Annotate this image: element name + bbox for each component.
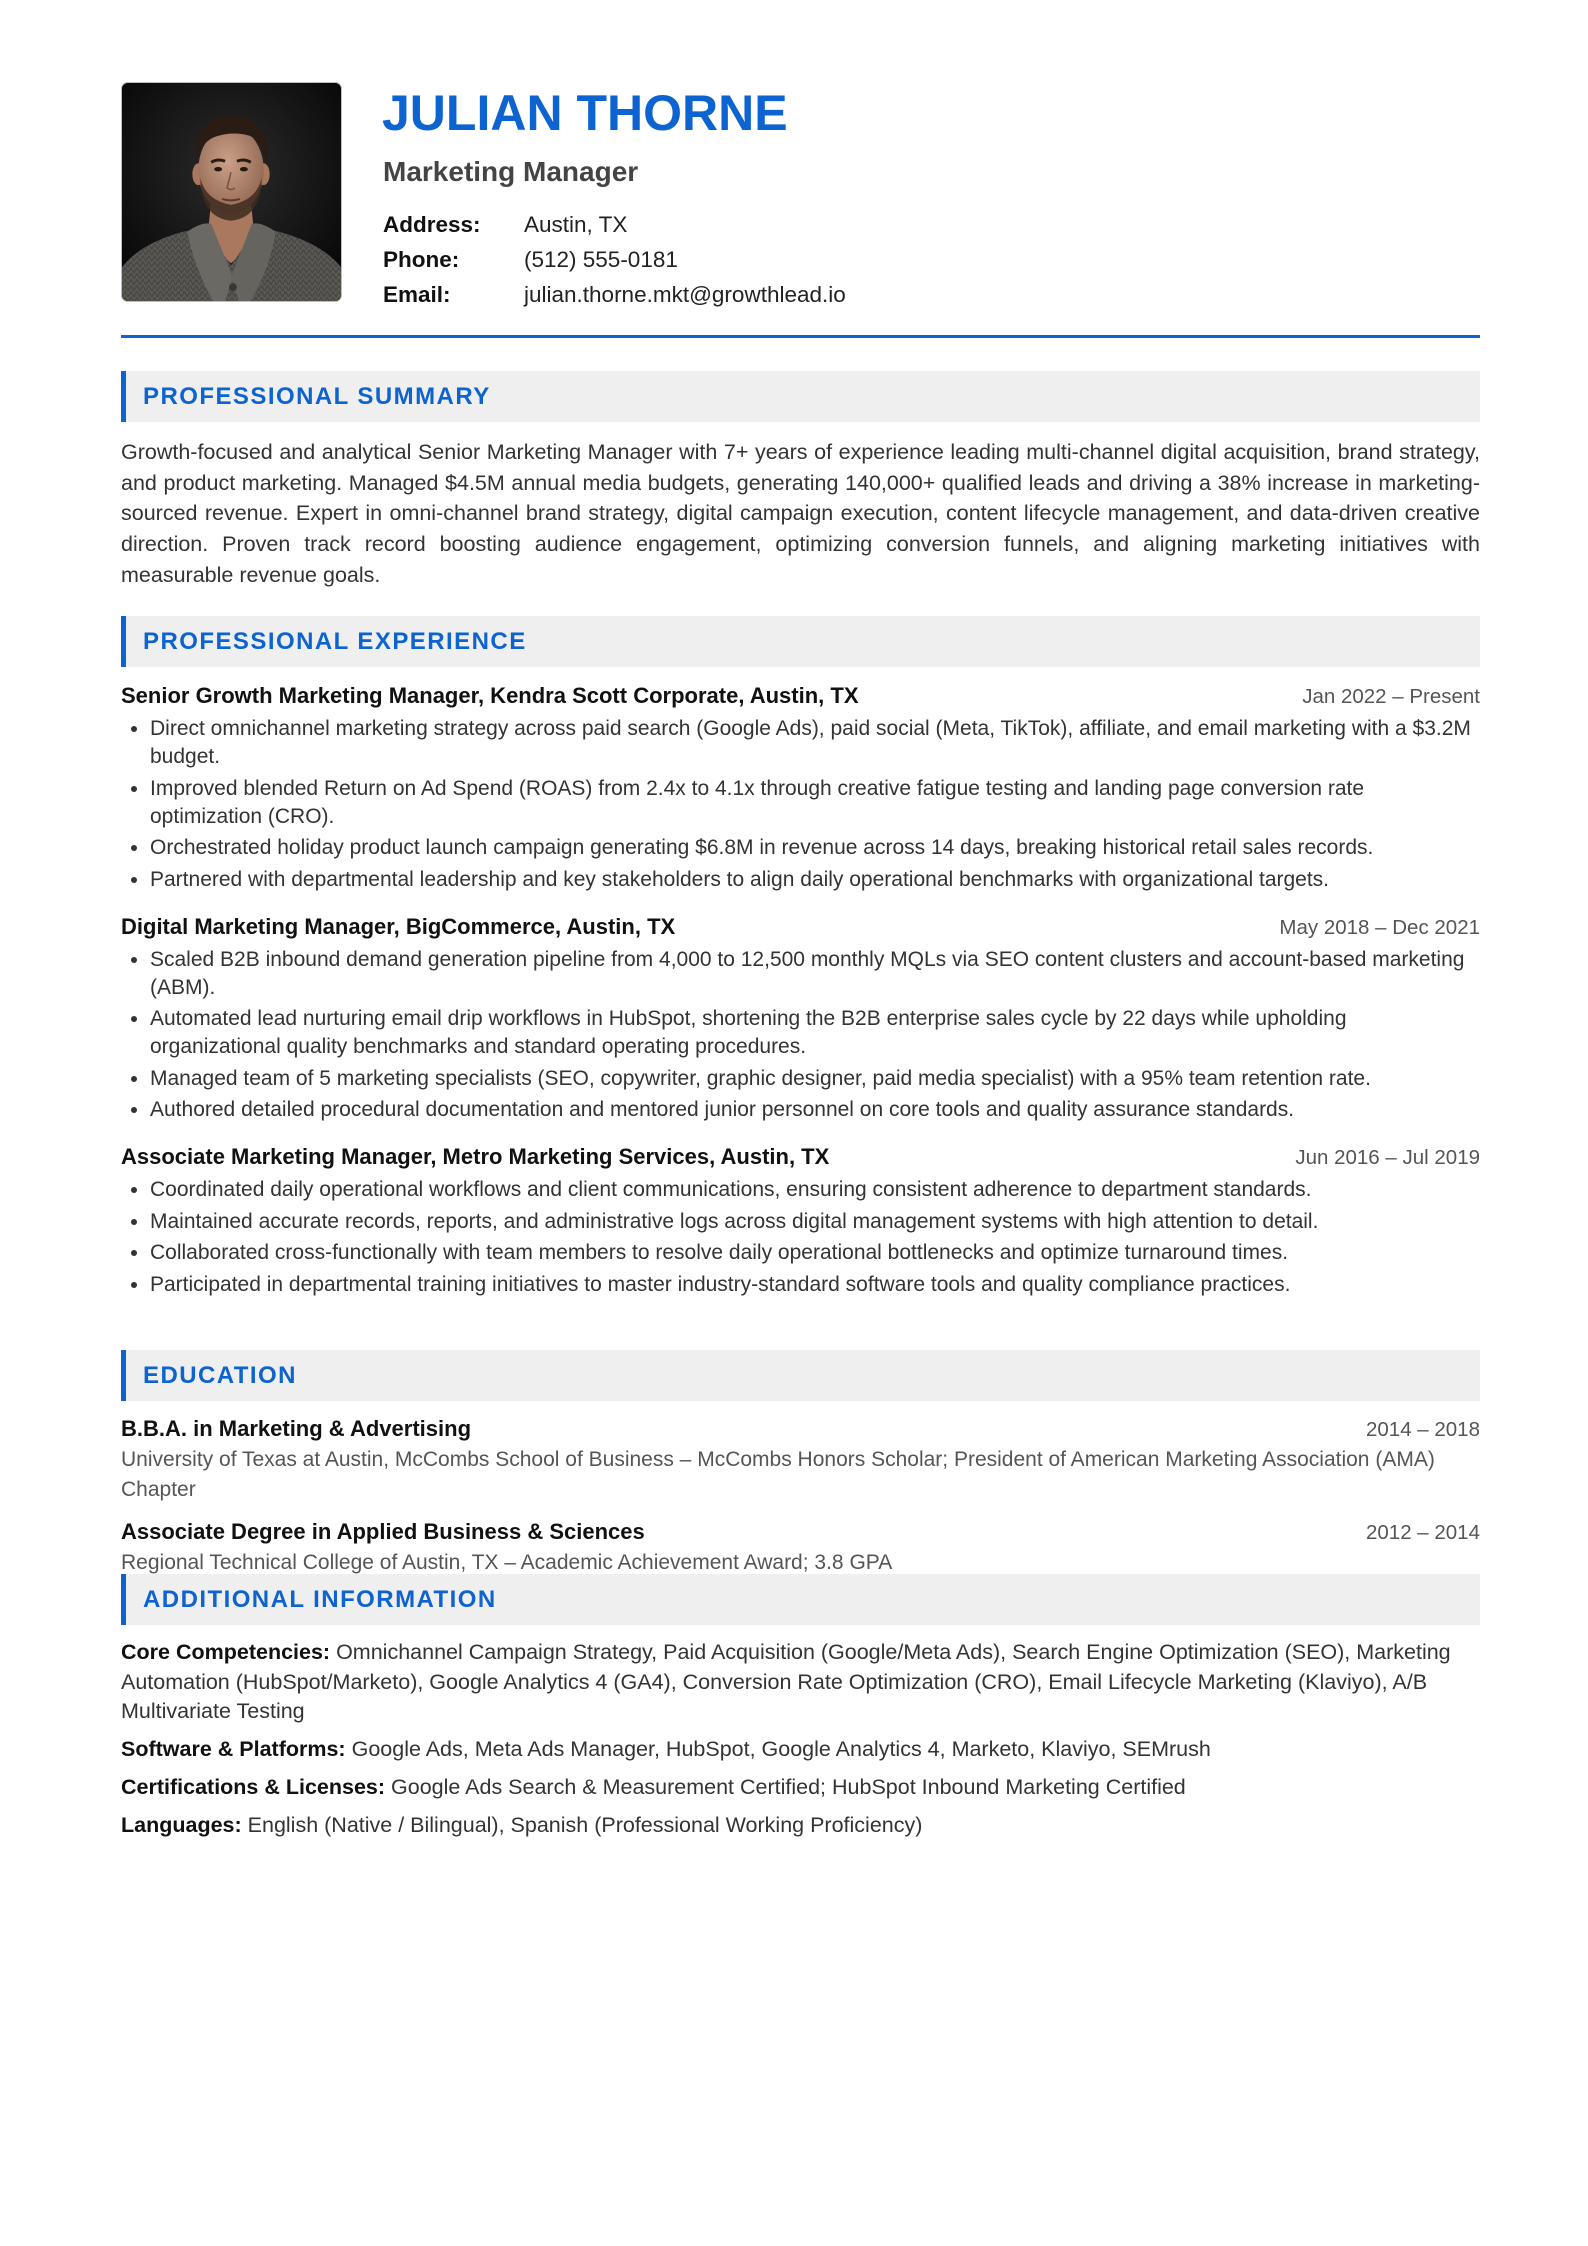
additional-info-label: Languages:: [121, 1813, 242, 1837]
job-bullet: • Coordinated daily operational workflows and client communications, ensuring consistent adherence to department standards.: [150, 1176, 1480, 1204]
job-entry: [121, 681, 1480, 894]
education-detail: University of Texas at Austin, McCombs School of Business – McCombs Honors Scholar; President of American Marketing Association (AMA) Chapter: [121, 1448, 1435, 1501]
contact-value: Austin, TX: [524, 212, 628, 237]
job-entry: [121, 1142, 1480, 1299]
profile-photo-image: [122, 83, 341, 301]
summary-section: [121, 371, 1480, 591]
job-bullet: • Partnered with departmental leadership and key stakeholders to align daily operational benchmarks with organizational targets.: [150, 866, 1480, 894]
job-dates: Jan 2022 – Present: [1302, 685, 1480, 708]
additional-info-value: Google Ads Search & Measurement Certified; HubSpot Inbound Marketing Certified: [391, 1775, 1186, 1799]
job-entry: [121, 912, 1480, 1125]
education-entry: [121, 1414, 1480, 1505]
job-title: Digital Marketing Manager, BigCommerce, Austin, TX: [121, 913, 676, 939]
job-dates: May 2018 – Dec 2021: [1279, 915, 1480, 939]
contact-phone: [383, 242, 846, 277]
contact-label: Phone:: [383, 247, 460, 272]
education-header: [121, 1517, 1480, 1548]
additional-info-section: [121, 1574, 1480, 1849]
job-bullet: • Scaled B2B inbound demand generation pipeline from 4,000 to 12,500 monthly MQLs via SEO content clusters and account-based marketing (ABM).: [150, 946, 1480, 1002]
candidate-headline: Marketing Manager: [383, 156, 639, 187]
additional-info-item: [121, 1638, 1480, 1727]
job-title: Senior Growth Marketing Manager, Kendra Scott Corporate, Austin, TX: [121, 683, 859, 708]
additional-info-list: [121, 1638, 1480, 1841]
contact-label: Email:: [383, 282, 451, 307]
education-degree: Associate Degree in Applied Business & Sciences: [121, 1519, 645, 1544]
job-bullet: • Orchestrated holiday product launch campaign generating $6.8M in revenue across 14 days, breaking historical retail sales records.: [150, 834, 1480, 862]
additional-info-item: [121, 1773, 1480, 1803]
education-dates: 2014 – 2018: [1365, 1418, 1480, 1441]
section-heading: ADDITIONAL INFORMATION: [121, 1574, 1480, 1625]
contact-email: [383, 277, 846, 312]
job-bullet: • Improved blended Return on Ad Spend (ROAS) from 2.4x to 4.1x through creative fatigue testing and landing page conversion rate optimization (CRO).: [150, 775, 1480, 831]
summary-paragraph: Growth-focused and analytical Senior Marketing Manager with 7+ years of experience leading multi-channel digital acquisition, brand strategy, and product marketing. Managed $4.5M annual media budgets, generating 140,000+ qualified leads and driving a 38% increase in marketing-sourced revenue. Expert in omni-channel brand strategy, digital campaign execution, content lifecycle management, and data-driven creative direction. Proven track record boosting audience engagement, optimizing conversion funnels, and aligning marketing initiatives with measurable revenue goals.: [121, 440, 1480, 587]
contact-label: Address:: [383, 212, 481, 237]
contact-info: [383, 207, 846, 312]
candidate-name: JULIAN THORNE: [382, 85, 788, 141]
education-degree: B.B.A. in Marketing & Advertising: [121, 1416, 472, 1441]
additional-info-value: Omnichannel Campaign Strategy, Paid Acquisition (Google/Meta Ads), Search Engine Optimization (SEO), Marketing Automation (HubSpot/Marketo), Google Analytics 4 (GA4), Conversion Rate Optimization (CRO), Email Lifecycle Marketing (Klaviyo), A/B Multivariate Testing: [121, 1640, 1451, 1723]
contact-value: (512) 555-0181: [524, 247, 678, 272]
contact-address: [383, 207, 846, 242]
section-heading: PROFESSIONAL EXPERIENCE: [121, 616, 1480, 667]
job-bullet: • Direct omnichannel marketing strategy across paid search (Google Ads), paid social (Meta, TikTok), affiliate, and email marketing with a $3.2M budget.: [150, 715, 1480, 771]
job-header: [121, 681, 1480, 712]
job-bullets: [121, 1176, 1480, 1299]
additional-info-label: Core Competencies:: [121, 1640, 331, 1664]
additional-info-value: English (Native / Bilingual), Spanish (Professional Working Proficiency): [247, 1813, 923, 1837]
header-divider: [121, 335, 1480, 338]
section-heading: PROFESSIONAL SUMMARY: [121, 371, 1480, 422]
job-bullet: • Managed team of 5 marketing specialists (SEO, copywriter, graphic designer, paid media specialist) with a 95% team retention rate.: [150, 1065, 1480, 1093]
job-bullet: • Maintained accurate records, reports, and administrative logs across digital management systems with high attention to detail.: [150, 1208, 1480, 1236]
education-detail: Regional Technical College of Austin, TX – Academic Achievement Award; 3.8 GPA: [121, 1551, 893, 1574]
job-bullet: • Automated lead nurturing email drip workflows in HubSpot, shortening the B2B enterprise sales cycle by 22 days while upholding organizational quality benchmarks and standard operating procedures.: [150, 1005, 1480, 1061]
job-bullet: • Authored detailed procedural documentation and mentored junior personnel on core tools and quality assurance standards.: [150, 1096, 1480, 1124]
profile-photo: [121, 82, 342, 302]
additional-info-value: Google Ads, Meta Ads Manager, HubSpot, Google Analytics 4, Marketo, Klaviyo, SEMrush: [351, 1737, 1211, 1761]
section-heading: EDUCATION: [121, 1350, 1480, 1401]
education-dates: 2012 – 2014: [1365, 1521, 1480, 1544]
education-header: [121, 1414, 1480, 1445]
additional-info-item: [121, 1811, 1480, 1841]
experience-section: [121, 616, 1480, 1302]
education-section: [121, 1350, 1480, 1578]
job-bullet: • Collaborated cross-functionally with team members to resolve daily operational bottlenecks and optimize turnaround times.: [150, 1239, 1480, 1267]
job-header: [121, 1142, 1480, 1173]
contact-value: julian.thorne.mkt@growthlead.io: [524, 282, 846, 307]
additional-info-item: [121, 1735, 1480, 1765]
job-title: Associate Marketing Manager, Metro Marketing Services, Austin, TX: [121, 1144, 830, 1169]
job-bullets: [121, 715, 1480, 894]
additional-info-label: Software & Platforms:: [121, 1737, 346, 1761]
additional-info-label: Certifications & Licenses:: [121, 1775, 386, 1799]
job-bullet: • Participated in departmental training initiatives to master industry-standard software tools and quality compliance practices.: [150, 1271, 1480, 1299]
job-header: [121, 912, 1480, 943]
job-dates: Jun 2016 – Jul 2019: [1295, 1146, 1480, 1169]
education-entry: [121, 1517, 1480, 1578]
job-bullets: [121, 946, 1480, 1125]
